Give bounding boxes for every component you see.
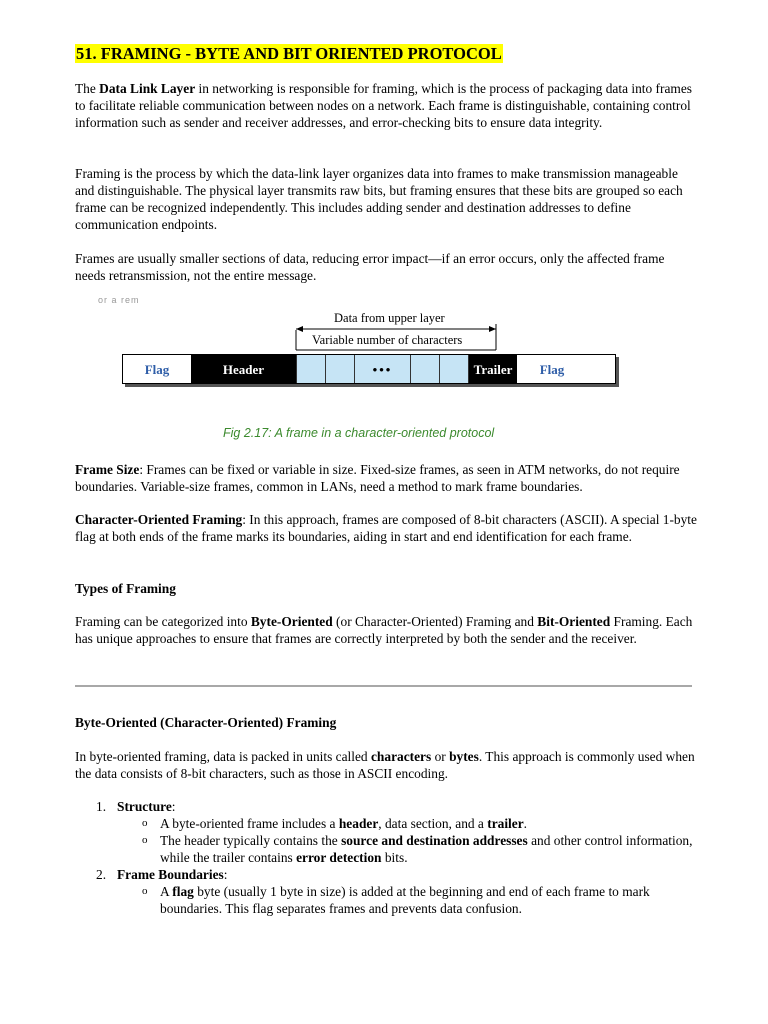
list-item-label: Structure <box>117 799 172 814</box>
list-number: 1. <box>96 799 107 814</box>
text-run: or <box>431 749 450 764</box>
list-item <box>75 866 695 883</box>
arrow-right-icon <box>489 326 496 332</box>
text-run: (or Character-Oriented) Framing and <box>332 614 538 629</box>
frame-cell-flag-right: Flag <box>517 355 587 383</box>
sub-list-item <box>75 832 695 866</box>
term-bytes: bytes <box>449 749 479 764</box>
page-title: 51. FRAMING - BYTE AND BIT ORIENTED PROTOCOL <box>76 44 502 63</box>
paragraph-types <box>75 613 697 647</box>
numbered-list <box>75 798 695 917</box>
heading-byte-oriented: Byte-Oriented (Character-Oriented) Framing <box>75 715 337 730</box>
paragraph-character-oriented <box>75 511 697 545</box>
list-item <box>75 798 695 815</box>
frame-cell-trailer: Trailer <box>468 355 517 383</box>
text-run: and other control information, while the trailer contains <box>160 833 693 865</box>
term-characters: characters <box>370 749 432 764</box>
heading-types-of-framing: Types of Framing <box>75 581 176 596</box>
label-data-from-upper-layer: Data from upper layer <box>334 311 445 325</box>
arrow-left-icon <box>296 326 303 332</box>
term-bit-oriented: Bit-Oriented <box>537 614 611 629</box>
text-run: . This approach is commonly used when the data consists of 8-bit characters, such as those in ASCII encoding. <box>75 749 695 781</box>
text-run: The header typically contains the <box>160 833 342 848</box>
frame-figure <box>98 292 658 452</box>
paragraph-data-link-layer <box>75 80 697 131</box>
term-error-detection: error detection <box>296 850 382 865</box>
sub-list-item <box>75 815 695 832</box>
text-run: . <box>523 816 528 831</box>
list-item-label: Frame Boundaries <box>117 867 224 882</box>
text-run: : <box>223 867 228 882</box>
term-flag: flag <box>172 884 194 899</box>
text-run: In byte-oriented framing, data is packed in units called <box>75 749 371 764</box>
figure-fragment-text: or a rem <box>98 295 140 305</box>
text-run: , data section, and a <box>378 816 488 831</box>
text-run: : Frames can be fixed or variable in size. Fixed-size frames, as seen in ATM networks, do not require boundaries. Variable-size frames, common in LANs, need a method to mark frame boundaries. <box>75 462 680 494</box>
bullet-icon: o <box>142 834 148 846</box>
frame-cell-data <box>325 355 354 383</box>
frame-cell-data <box>410 355 439 383</box>
text-run: Framing can be categorized into <box>75 614 251 629</box>
section-divider <box>75 685 692 687</box>
bullet-icon: o <box>142 885 148 897</box>
frame-cell-header: Header <box>191 355 296 383</box>
frame-cell-ellipsis: ••• <box>354 355 410 383</box>
term-trailer: trailer <box>487 816 524 831</box>
paragraph-framing-process: Framing is the process by which the data-link layer organizes data into frames to make transmission manageable and distinguishable. The physical layer transmits raw bits, but framing ensures that these bits are grouped so each frame can be recognized independently. This includes adding sender and destination addresses to define communication endpoints. <box>75 166 683 232</box>
text-run: A byte-oriented frame includes a <box>160 816 339 831</box>
sub-list-item <box>75 883 695 917</box>
text-run: : In this approach, frames are composed of 8-bit characters (ASCII). A special 1-byte flag at both ends of the frame marks its boundaries, aiding in start and end identification for each frame. <box>75 512 697 544</box>
character-frame <box>122 354 616 384</box>
text-run: The <box>75 81 100 96</box>
list-number: 2. <box>96 867 107 882</box>
paragraph-frames-smaller: Frames are usually smaller sections of data, reducing error impact—if an error occurs, only the affected frame needs retransmission, not the entire message. <box>75 251 665 283</box>
frame-cell-data <box>296 355 325 383</box>
term-byte-oriented: Byte-Oriented <box>250 614 333 629</box>
text-run: : <box>171 799 176 814</box>
text-run: in networking is responsible for framing, which is the process of packaging data into frames to facilitate reliable communication between nodes on a network. Each frame is distinguishable, containing control information such as sender and receiver addresses, and error-checking bits to ensure data integrity. <box>75 81 692 130</box>
label-variable-characters: Variable number of characters <box>312 333 463 347</box>
text-run: A <box>160 884 173 899</box>
term-frame-size: Frame Size <box>75 462 140 477</box>
term-addresses: source and destination addresses <box>341 833 528 848</box>
text-run: bits. <box>381 850 408 865</box>
figure-brackets <box>98 292 658 362</box>
paragraph-byte-oriented <box>75 748 697 782</box>
term-header: header <box>338 816 379 831</box>
text-run: Framing. Each has unique approaches to ensure that frames are correctly interpreted by both the sender and the receiver. <box>75 614 693 646</box>
bullet-icon: o <box>142 817 148 829</box>
term-character-oriented: Character-Oriented Framing <box>75 512 243 527</box>
frame-cell-data <box>439 355 468 383</box>
term-data-link-layer: Data Link Layer <box>99 81 196 96</box>
text-run: byte (usually 1 byte in size) is added at the beginning and end of each frame to mark boundaries. This flag separates frames and prevents data confusion. <box>160 884 650 916</box>
paragraph-frame-size <box>75 461 697 495</box>
figure-caption: Fig 2.17: A frame in a character-oriented protocol <box>223 426 495 440</box>
frame-cell-flag-left: Flag <box>123 355 191 383</box>
